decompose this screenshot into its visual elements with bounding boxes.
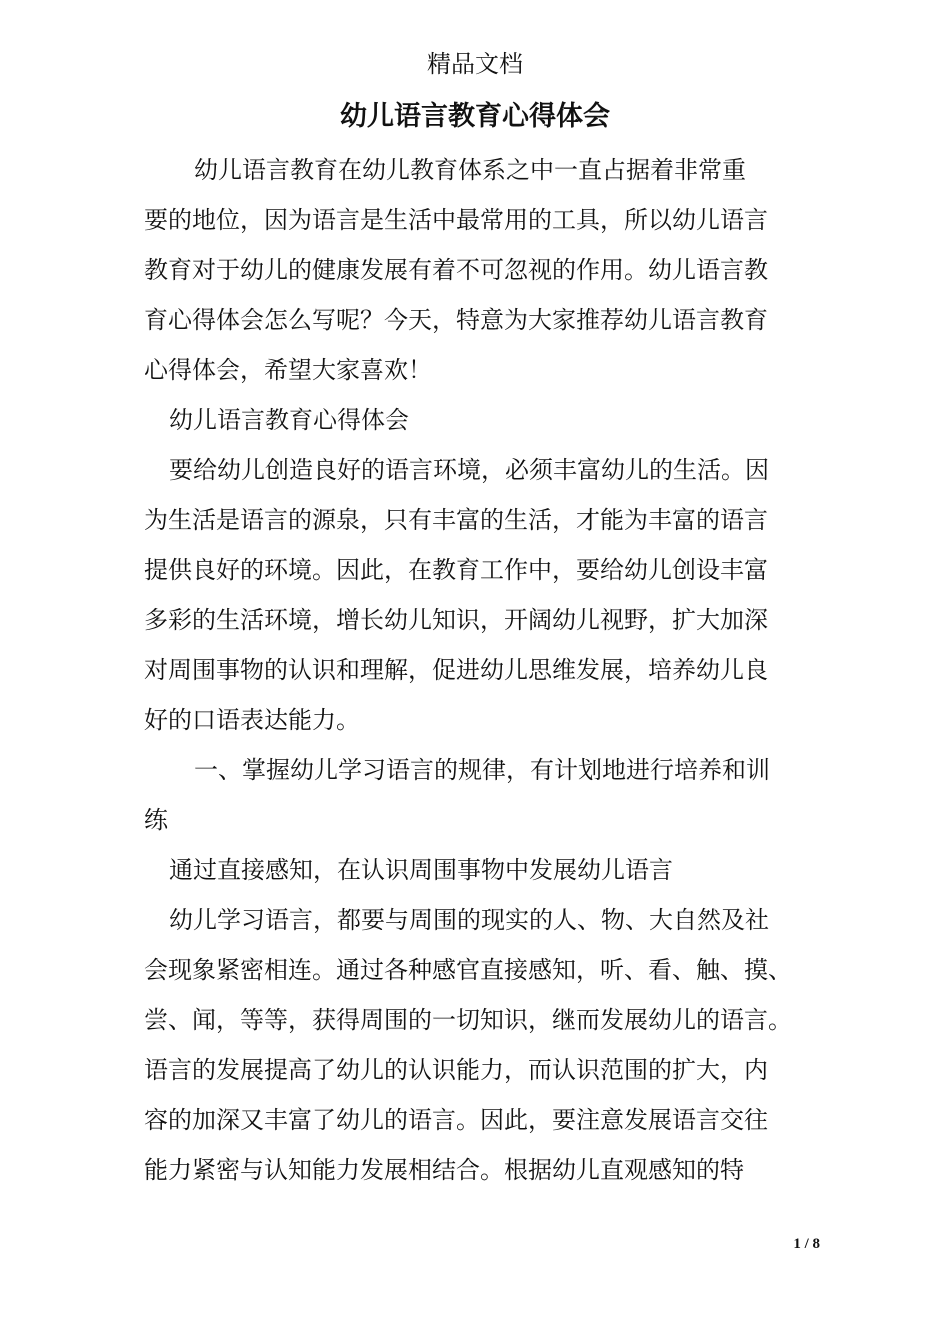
body-line: 能力紧密与认知能力发展相结合。根据幼儿直观感知的特 (144, 1156, 744, 1184)
body-line: 要的地位，因为语言是生活中最常用的工具，所以幼儿语言 (144, 206, 768, 234)
body-line: 心得体会，希望大家喜欢！ (144, 356, 432, 384)
page-header: 精品文档 (427, 50, 523, 78)
body-line: 教育对于幼儿的健康发展有着不可忽视的作用。幼儿语言教 (144, 256, 768, 284)
subsection-heading: 一、掌握幼儿学习语言的规律，有计划地进行培养和训 (194, 756, 770, 784)
body-line: 提供良好的环境。因此，在教育工作中，要给幼儿创设丰富 (144, 556, 768, 584)
document-body (144, 145, 834, 1195)
body-line: 容的加深又丰富了幼儿的语言。因此，要注意发展语言交往 (144, 1106, 768, 1134)
body-line: 会现象紧密相连。通过各种感官直接感知，听、看、触、摸、 (144, 956, 792, 984)
body-line: 练 (144, 806, 168, 834)
body-line: 语言的发展提高了幼儿的认识能力，而认识范围的扩大，内 (144, 1056, 768, 1084)
body-line: 幼儿学习语言，都要与周围的现实的人、物、大自然及社 (169, 906, 769, 934)
subsection-heading: 通过直接感知，在认识周围事物中发展幼儿语言 (169, 856, 673, 884)
document-title: 幼儿语言教育心得体会 (340, 101, 610, 132)
page-number: 1 / 8 (793, 1236, 820, 1252)
body-line: 要给幼儿创造良好的语言环境，必须丰富幼儿的生活。因 (169, 456, 769, 484)
section-heading: 幼儿语言教育心得体会 (169, 406, 409, 434)
body-line: 尝、闻，等等，获得周围的一切知识，继而发展幼儿的语言。 (144, 1006, 792, 1034)
body-line: 幼儿语言教育在幼儿教育体系之中一直占据着非常重 (194, 156, 746, 184)
body-line: 好的口语表达能力。 (144, 706, 360, 734)
body-line: 为生活是语言的源泉，只有丰富的生活，才能为丰富的语言 (144, 506, 768, 534)
body-line: 多彩的生活环境，增长幼儿知识，开阔幼儿视野，扩大加深 (144, 606, 768, 634)
body-line: 育心得体会怎么写呢？今天，特意为大家推荐幼儿语言教育 (144, 306, 768, 334)
body-line: 对周围事物的认识和理解，促进幼儿思维发展，培养幼儿良 (144, 656, 768, 684)
